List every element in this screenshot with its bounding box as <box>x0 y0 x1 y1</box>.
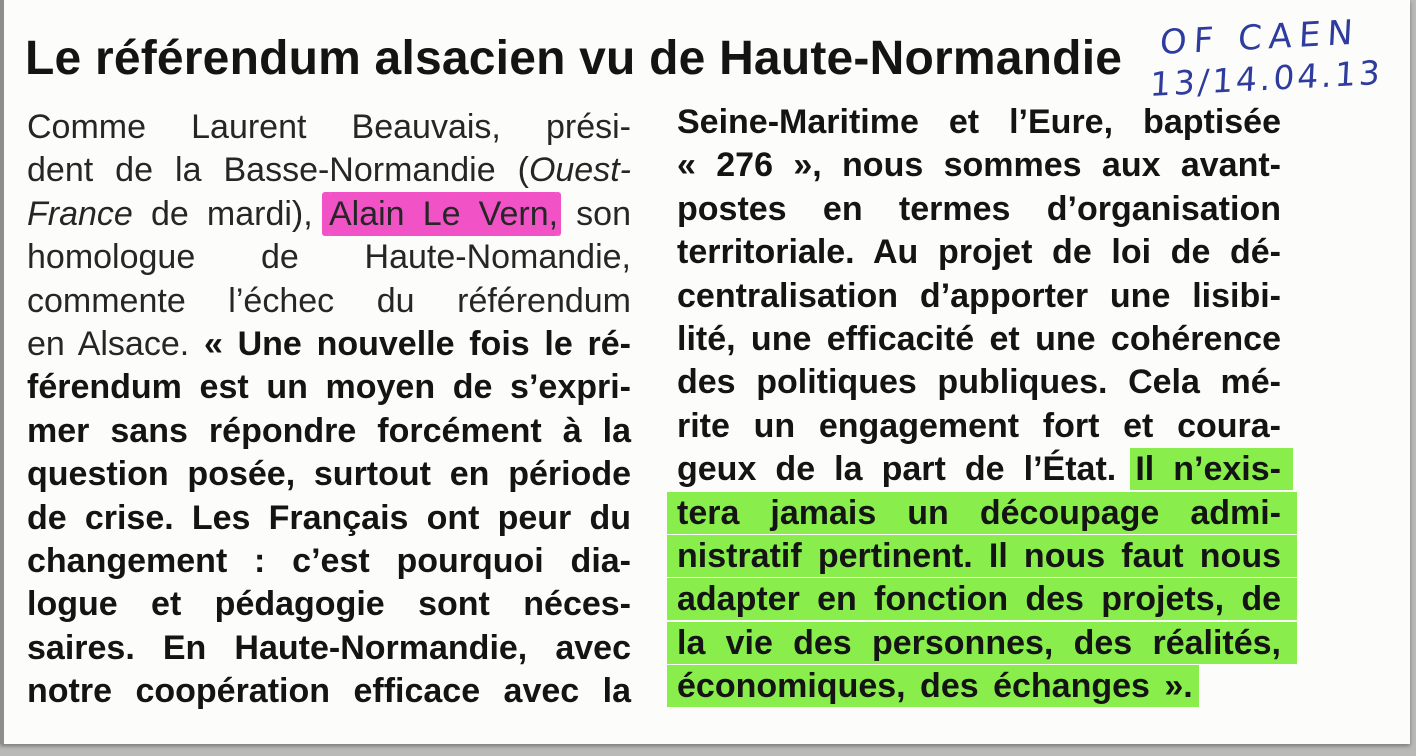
column-line <box>27 236 631 279</box>
column-line <box>677 665 1281 708</box>
bold-quote-text: Seine-Maritime et l’Eure, baptisée <box>677 103 1281 141</box>
line-text: homologue de Haute-Nomandie, <box>27 238 631 277</box>
column-line <box>677 101 1281 144</box>
column-line <box>27 670 631 713</box>
line-text: en Alsace. <box>27 324 204 363</box>
line-text: son <box>558 194 631 233</box>
bold-quote-text: geux de la part de l’État. <box>677 450 1136 489</box>
bold-quote-text: de crise. Les Français ont peur du <box>27 498 631 537</box>
green-highlighted-text: nistratif pertinent. Il nous faut nous <box>677 536 1281 575</box>
column-line <box>677 448 1281 491</box>
column-line <box>677 405 1281 448</box>
column-line <box>27 193 631 236</box>
italic-text: Ouest- <box>528 151 631 190</box>
left-column <box>27 106 631 713</box>
column-line <box>27 453 631 496</box>
bold-quote-text: « 276 », nous sommes aux avant- <box>677 146 1281 185</box>
line-text: dent de la Basse-Normandie ( <box>27 151 529 190</box>
bold-quote-text: des politiques publiques. Cela mé- <box>677 363 1281 402</box>
green-highlighted-text: économiques, des échanges ». <box>677 667 1193 706</box>
column-line <box>677 578 1281 621</box>
column-line <box>27 149 631 192</box>
column-line <box>677 275 1281 318</box>
column-line <box>677 622 1281 665</box>
right-column <box>677 101 1281 708</box>
article-title: Le référendum alsacien vu de Haute-Normandie <box>25 32 1123 85</box>
bold-quote-text: rite un engagement fort et coura- <box>677 406 1281 445</box>
pink-highlighted-text: Alain Le Vern, <box>329 192 558 236</box>
column-line <box>677 188 1281 231</box>
green-highlighted-text: la vie des personnes, des réalités, <box>677 623 1281 662</box>
bold-quote-text: centralisation d’apporter une lisibi- <box>677 276 1281 315</box>
column-line <box>27 366 631 409</box>
bold-quote-text: question posée, surtout en période <box>27 455 631 494</box>
green-highlighted-text: Il n’exis- <box>1135 450 1281 489</box>
column-line <box>27 583 631 626</box>
bold-quote-text: saires. En Haute-Normandie, avec <box>27 628 631 667</box>
column-line <box>27 627 631 670</box>
italic-text: France <box>27 194 133 233</box>
line-text: de mardi), <box>132 194 329 233</box>
column-line <box>27 106 631 149</box>
column-line <box>27 410 631 453</box>
bold-quote-text: notre coopération efficace avec la <box>27 672 631 711</box>
line-text: Comme Laurent Beauvais, prési- <box>27 108 631 146</box>
bold-quote-text: mer sans répondre forcément à la <box>27 411 631 450</box>
bold-quote-text: « Une nouvelle fois le ré- <box>203 324 631 363</box>
column-line <box>677 361 1281 404</box>
handwritten-source-note: OF CAEN <box>1158 12 1361 64</box>
column-line <box>677 318 1281 361</box>
line-text: commente l’échec du référendum <box>27 281 631 320</box>
column-line <box>677 144 1281 187</box>
green-highlighted-text: tera jamais un découpage admi- <box>677 493 1281 532</box>
handwritten-date-note: 13/14.04.13 <box>1149 52 1384 105</box>
column-line <box>27 323 631 366</box>
bold-quote-text: logue et pédagogie sont néces- <box>27 585 631 624</box>
bold-quote-text: postes en termes d’organisation <box>677 189 1281 228</box>
column-line <box>677 492 1281 535</box>
bold-quote-text: férendum est un moyen de s’expri- <box>27 368 631 407</box>
column-line <box>27 497 631 540</box>
bold-quote-text: changement : c’est pourquoi dia- <box>27 541 631 580</box>
column-line <box>27 280 631 323</box>
bold-quote-text: lité, une efficacité et une cohérence <box>677 319 1281 358</box>
column-line <box>677 231 1281 274</box>
column-line <box>27 540 631 583</box>
bold-quote-text: territoriale. Au projet de loi de dé- <box>677 233 1281 272</box>
column-line <box>677 535 1281 578</box>
green-highlighted-text: adapter en fonction des projets, de <box>677 580 1281 619</box>
